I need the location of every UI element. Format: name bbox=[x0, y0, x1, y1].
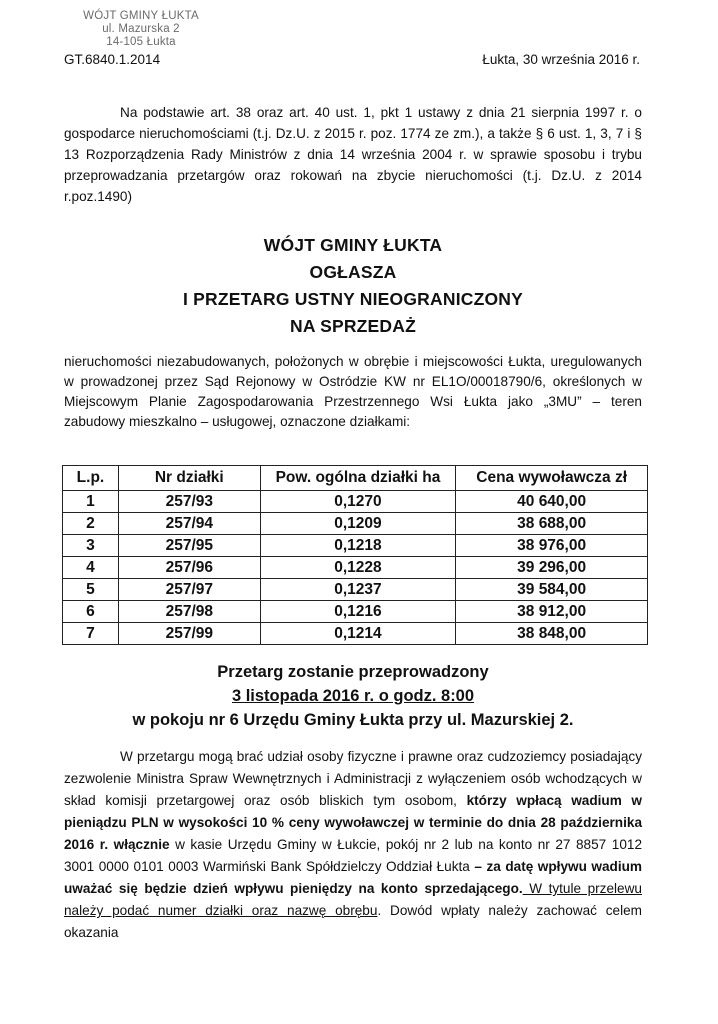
cell-lp: 2 bbox=[63, 513, 119, 535]
cell-area: 0,1209 bbox=[260, 513, 456, 535]
cell-price: 39 584,00 bbox=[456, 579, 648, 601]
header-area: Pow. ogólna działki ha bbox=[260, 466, 456, 491]
deposit-date-rule: – za datę wpływu wadium uważać się będzie dzień wpływu pieniędzy na konto sprzedającego. bbox=[64, 859, 642, 896]
cell-plot-number: 257/96 bbox=[118, 557, 260, 579]
cell-lp: 4 bbox=[63, 557, 119, 579]
participation-conditions bbox=[64, 746, 642, 944]
cell-area: 0,1228 bbox=[260, 557, 456, 579]
stamp-line-1: WÓJT GMINY ŁUKTA bbox=[83, 10, 199, 22]
heading-line-2: OGŁASZA bbox=[309, 262, 397, 282]
transfer-title-rule: W tytule przelewu należy podać numer działki oraz nazwę obrębu bbox=[64, 881, 642, 918]
cell-plot-number: 257/95 bbox=[118, 535, 260, 557]
cell-lp: 5 bbox=[63, 579, 119, 601]
cell-lp: 3 bbox=[63, 535, 119, 557]
table-header-row bbox=[63, 466, 648, 491]
cell-lp: 6 bbox=[63, 601, 119, 623]
table-row bbox=[63, 513, 648, 535]
cell-area: 0,1214 bbox=[260, 623, 456, 645]
cell-price: 39 296,00 bbox=[456, 557, 648, 579]
cell-price: 38 688,00 bbox=[456, 513, 648, 535]
stamp-line-2: ul. Mazurska 2 bbox=[102, 23, 180, 35]
conditions-text-1: W przetargu mogą brać udział osoby fizyczne i prawne oraz cudzoziemcy posiadający zezwolenie Ministra Spraw Wewnętrznych i Administracji z wyłączeniem osób wchodzących w skład komisji przetargowej oraz osób bliskich tym osobom, bbox=[64, 749, 642, 808]
plots-table bbox=[62, 465, 648, 645]
cell-area: 0,1216 bbox=[260, 601, 456, 623]
cell-price: 40 640,00 bbox=[456, 491, 648, 513]
property-description-text: nieruchomości niezabudowanych, położonych w obrębie i miejscowości Łukta, uregulowanych w prowadzonej przez Sąd Rejonowy w Ostródzie KW nr EL1O/00018790/6, określonych w Miejscowym Planie Zagospodarowania Przestrzennego Wsi Łukta jako „3MU” – teren zabudowy mieszkalno – usługowej, oznaczone działkami: bbox=[64, 354, 642, 429]
announcement-heading bbox=[64, 232, 642, 340]
cell-price: 38 848,00 bbox=[456, 623, 648, 645]
reference-number: GT.6840.1.2014 bbox=[64, 52, 161, 67]
header-plot-number: Nr działki bbox=[118, 466, 260, 491]
auction-date-time: 3 listopada 2016 r. o godz. 8:00 bbox=[231, 687, 475, 705]
heading-line-3: I PRZETARG USTNY NIEOGRANICZONY bbox=[182, 289, 524, 309]
cell-area: 0,1218 bbox=[260, 535, 456, 557]
cell-lp: 1 bbox=[63, 491, 119, 513]
table-row bbox=[63, 601, 648, 623]
heading-line-4: NA SPRZEDAŻ bbox=[290, 316, 416, 336]
auction-details bbox=[64, 660, 642, 732]
auction-location: w pokoju nr 6 Urzędu Gminy Łukta przy ul. Mazurskiej 2. bbox=[132, 711, 574, 729]
stamp-line-3: 14-105 Łukta bbox=[106, 36, 176, 48]
cell-plot-number: 257/93 bbox=[118, 491, 260, 513]
deposit-requirement: którzy wpłacą wadium w pieniądzu PLN w wysokości 10 % ceny wywoławczej w terminie do dnia 28 października 2016 r. włącznie bbox=[64, 793, 643, 852]
cell-price: 38 976,00 bbox=[456, 535, 648, 557]
table-row bbox=[63, 557, 648, 579]
cell-plot-number: 257/99 bbox=[118, 623, 260, 645]
cell-area: 0,1270 bbox=[260, 491, 456, 513]
table-row bbox=[63, 491, 648, 513]
table-row bbox=[63, 535, 648, 557]
heading-line-1: WÓJT GMINY ŁUKTA bbox=[263, 235, 443, 255]
conditions-text-2: w kasie Urzędu Gminy w Łukcie, pokój nr 2 lub na konto nr 27 8857 1012 3001 0000 0101 0003 Warmiński Bank Spółdzielczy Oddział Łukta bbox=[64, 837, 642, 874]
place-date: Łukta, 30 września 2016 r. bbox=[482, 52, 640, 67]
cell-price: 38 912,00 bbox=[456, 601, 648, 623]
header-lp: L.p. bbox=[63, 466, 119, 491]
conditions-paragraph bbox=[64, 746, 642, 944]
header-price: Cena wywoławcza zł bbox=[456, 466, 648, 491]
cell-area: 0,1237 bbox=[260, 579, 456, 601]
cell-plot-number: 257/97 bbox=[118, 579, 260, 601]
cell-lp: 7 bbox=[63, 623, 119, 645]
auction-line-1: Przetarg zostanie przeprowadzony bbox=[217, 663, 489, 681]
legal-basis-text: Na podstawie art. 38 oraz art. 40 ust. 1, pkt 1 ustawy z dnia 21 sierpnia 1997 r. o gospodarce nieruchomościami (t.j. Dz.U. z 2015 r. poz. 1774 ze zm.), a także § 6 ust. 1, 3, 7 i § 13 Rozporządzenia Rady Ministrów z dnia 14 września 2004 r. w sprawie sposobu i trybu przeprowadzania przetargów oraz rokowań na zbycie nieruchomości (t.j. Dz.U. z 2014 r.poz.1490) bbox=[64, 105, 642, 204]
table-row bbox=[63, 623, 648, 645]
legal-basis bbox=[64, 102, 642, 207]
conditions-text-3: . Dowód wpłaty należy zachować celem okazania bbox=[64, 903, 642, 940]
property-description bbox=[64, 352, 642, 432]
cell-plot-number: 257/94 bbox=[118, 513, 260, 535]
cell-plot-number: 257/98 bbox=[118, 601, 260, 623]
office-stamp bbox=[66, 10, 216, 49]
table-row bbox=[63, 579, 648, 601]
